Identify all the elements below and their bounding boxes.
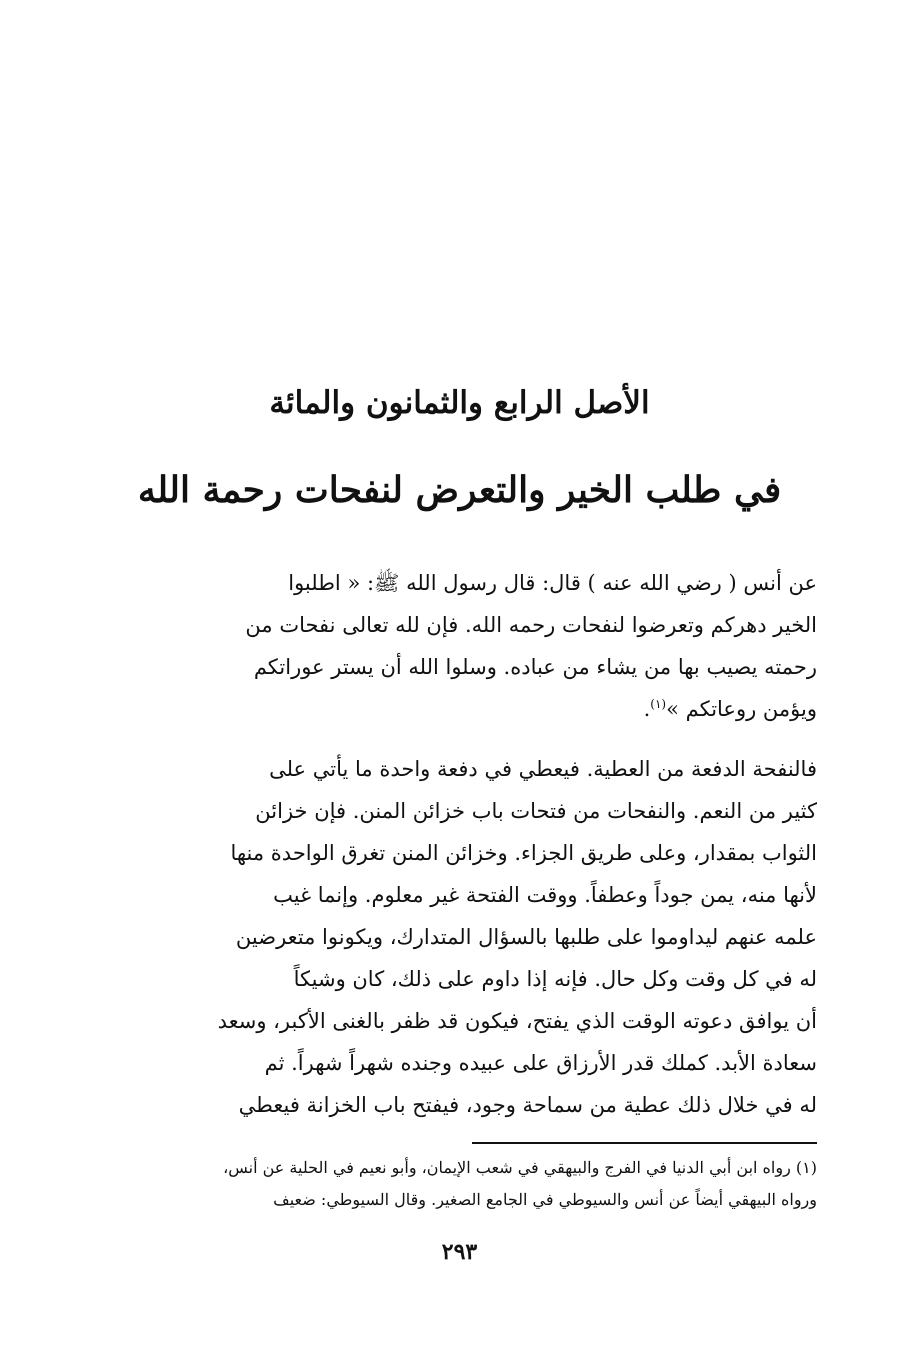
chapter-subtitle: في طلب الخير والتعرض لنفحات رحمة الله	[137, 469, 782, 511]
commentary-line: سعادة الأبد. كملك قدر الأرزاق على عبيده وجنده شهراً شهراً. ثم	[264, 1051, 817, 1075]
commentary-line: الثواب بمقدار، وعلى طريق الجزاء. وخزائن المنن تغرق الواحدة منها	[230, 841, 817, 865]
commentary-paragraph	[120, 748, 817, 1126]
hadith-line: الخير دهركم وتعرضوا لنفحات رحمه الله. فإن لله تعالى نفحات من	[245, 613, 817, 637]
chapter-heading: الأصل الرابع والثمانون والمائة	[269, 385, 650, 421]
commentary-line: فالنفحة الدفعة من العطية. فيعطي في دفعة واحدة ما يأتي على	[269, 757, 817, 781]
hadith-last-line	[120, 688, 817, 730]
footnote	[120, 1152, 817, 1216]
commentary-line: له في خلال ذلك عطية من سماحة وجود، فيفتح باب الخزانة فيعطي	[238, 1093, 817, 1117]
hadith-line: رحمته يصيب بها من يشاء من عباده. وسلوا الله أن يستر عوراتكم	[253, 655, 817, 679]
footnote-divider	[472, 1142, 817, 1144]
commentary-line: لأنها منه، يمن جوداً وعطفاً. ووقت الفتحة غير معلوم. وإنما غيب	[273, 883, 817, 907]
commentary-line: علمه عنهم ليداوموا على طلبها بالسؤال المتدارك، ويكونوا متعرضين	[235, 925, 817, 949]
footnote-reference: (١)	[650, 697, 667, 711]
hadith-line: ويؤمن روعاتكم »	[666, 697, 817, 721]
footnote-line: (١) رواه ابن أبي الدنيا في الفرج والبيهقي في شعب الإيمان، وأبو نعيم في الحلية عن أنس،	[223, 1158, 817, 1177]
commentary-line: له في كل وقت وكل حال. فإنه إذا داوم على ذلك، كان وشيكاً	[293, 967, 817, 991]
commentary-line: كثير من النعم. والنفحات من فتحات باب خزائن المنن. فإن خزائن	[255, 799, 817, 823]
hadith-end-punctuation: .	[643, 697, 651, 721]
page-number: ٢٩٣	[441, 1239, 478, 1265]
commentary-line: أن يوافق دعوته الوقت الذي يفتح، فيكون قد ظفر بالغنى الأكبر، وسعد	[217, 1009, 817, 1033]
footnote-line: ورواه البيهقي أيضاً عن أنس والسيوطي في الجامع الصغير. وقال السيوطي: ضعيف	[273, 1190, 817, 1209]
hadith-line: عن أنس ( رضي الله عنه ) قال: قال رسول الله ﷺ: « اطلبوا	[288, 571, 817, 595]
hadith-paragraph	[120, 562, 817, 730]
